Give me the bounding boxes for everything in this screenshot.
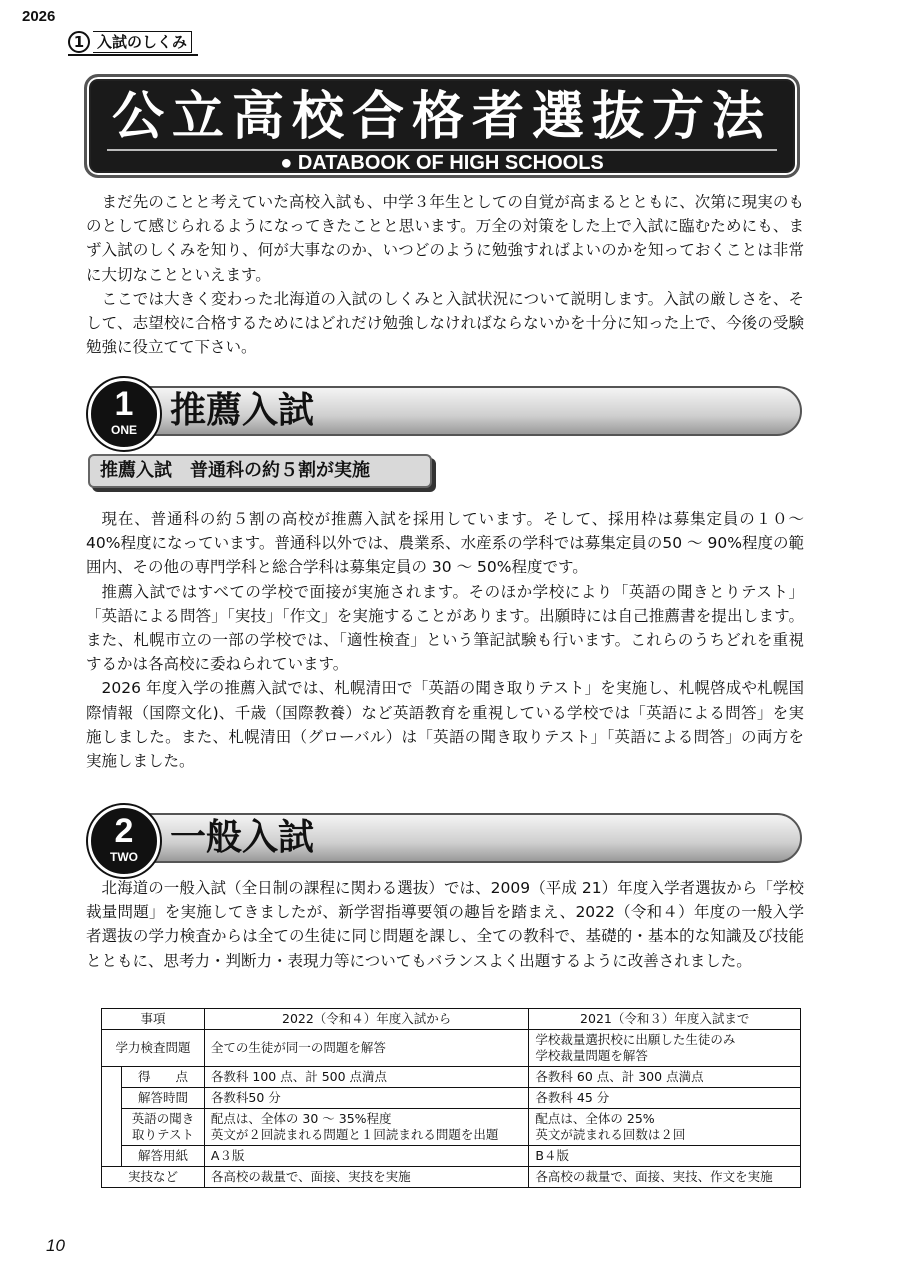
- table-cell: B４版: [529, 1146, 801, 1167]
- section-1-number: 1: [114, 385, 134, 423]
- table-cell: 各教科 60 点、計 300 点満点: [529, 1067, 801, 1088]
- table-cell-line: 配点は、全体の 30 ～ 35%程度: [210, 1111, 392, 1126]
- table-row-label: 得 点: [121, 1067, 204, 1088]
- section-tab-label: 入試のしくみ: [93, 31, 192, 53]
- section-1-paragraph-3: 2026 年度入学の推薦入試では、札幌清田で「英語の聞き取りテスト」を実施し、札幌啓成や札幌国際情報（国際文化)、千歳（国際教養）など英語教育を重視している学校では「英語による問答」を実施しました。また、札幌清田（グローバル）は「英語の聞き取りテスト」「英語による問答」の両方を実施しました。: [86, 679, 804, 771]
- page-title: 公立高校合格者選抜方法: [111, 87, 772, 147]
- section-1-text: [86, 507, 804, 773]
- banner-divider: [107, 149, 777, 151]
- table-cell-line: 英文が２回読まれる問題と１回読まれる問題を出題: [210, 1127, 499, 1142]
- table-cell: [529, 1030, 801, 1067]
- exam-comparison-table: [101, 1008, 801, 1188]
- table-row-label: [121, 1109, 204, 1146]
- table-row: [102, 1146, 801, 1167]
- table-row: [102, 1109, 801, 1146]
- table-cell: 各教科 45 分: [529, 1088, 801, 1109]
- section-1-badge: [88, 378, 160, 450]
- table-group-spacer: [102, 1067, 122, 1167]
- section-2-word: TWO: [110, 850, 138, 864]
- section-tab: [68, 30, 198, 56]
- table-row-label: 解答時間: [121, 1088, 204, 1109]
- section-1-subheading: 推薦入試 普通科の約５割が実施: [88, 454, 432, 488]
- section-2-badge: [88, 805, 160, 877]
- section-2-title: 一般入試: [170, 817, 315, 858]
- table-cell: 各教科 100 点、計 500 点満点: [204, 1067, 528, 1088]
- table-header-new: 2022（令和４）年度入試から: [204, 1009, 528, 1030]
- section-tab-number: 1: [68, 31, 90, 53]
- table-cell: 各高校の裁量で、面接、実技を実施: [204, 1167, 528, 1188]
- section-1-word: ONE: [110, 423, 137, 437]
- table-cell: [529, 1109, 801, 1146]
- table-cell-line: 配点は、全体の 25%: [535, 1111, 655, 1126]
- table-header-old: 2021（令和３）年度入試まで: [529, 1009, 801, 1030]
- table-header-item: 事項: [102, 1009, 205, 1030]
- table-row-label: 解答用紙: [121, 1146, 204, 1167]
- table-cell-line: 学校裁量問題を解答: [535, 1048, 648, 1063]
- table-cell: 各高校の裁量で、面接、実技、作文を実施: [529, 1167, 801, 1188]
- section-1-title: 推薦入試: [170, 390, 315, 431]
- table-cell: [204, 1109, 528, 1146]
- intro-paragraph-2: ここでは大きく変わった北海道の入試のしくみと入試状況について説明します。入試の厳しさを、そして、志望校に合格するためにはどれだけ勉強しなければならないかを十分に知った上で、今後の受験勉強に役立てて下さい。: [86, 289, 804, 357]
- year-label: 2026: [22, 8, 56, 25]
- table-row: [102, 1067, 801, 1088]
- table-cell-line: 取りテスト: [131, 1127, 194, 1142]
- section-2-header: [88, 809, 802, 869]
- section-1-header: [88, 382, 802, 442]
- section-2-number: 2: [114, 812, 134, 850]
- table-cell-line: 学校裁量選択校に出願した生徒のみ: [535, 1032, 736, 1047]
- page-subtitle: ● DATABOOK OF HIGH SCHOOLS: [280, 152, 604, 174]
- intro-paragraph-1: まだ先のことと考えていた高校入試も、中学３年生としての自覚が高まるとともに、次第に現実のものとして感じられるようになってきたことと思います。万全の対策をした上で入試に臨むためにも、まず入試のしくみを知り、何が大事なのか、いつどのように勉強すればよいのかを知っておくことは非常に大切なことといえます。: [86, 193, 804, 284]
- table-cell-line: 英語の聞き: [131, 1111, 195, 1126]
- table-cell-line: 英文が読まれる回数は２回: [535, 1127, 686, 1142]
- section-2-text: [86, 876, 804, 973]
- section-1-paragraph-1: 現在、普通科の約５割の高校が推薦入試を採用しています。そして、採用枠は募集定員の１０～ 40%程度になっています。普通科以外では、農業系、水産系の学科では募集定員の50 ～ 90%程度の範囲内、その他の専門学科と総合学科は募集定員の 30 ～ 50%程度です。: [86, 510, 804, 577]
- section-1-paragraph-2: 推薦入試ではすべての学校で面接が実施されます。そのほか学校により「英語の聞きとりテスト」「英語による問答」「実技」「作文」を実施することがあります。出願時には自己推薦書を提出します。また、札幌市立の一部の学校では、「適性検査」という筆記試験も行います。これらのうちどれを重視するかは各高校に委ねられています。: [86, 582, 804, 674]
- table-cell: 全ての生徒が同一の問題を解答: [204, 1030, 528, 1067]
- table-cell: A３版: [204, 1146, 528, 1167]
- section-2-paragraph-1: 北海道の一般入試（全日制の課程に関わる選抜）では、2009（平成 21）年度入学者選抜から「学校裁量問題」を実施してきましたが、新学習指導要領の趣旨を踏まえ、2022（令和４）年度の一般入学者選抜の学力検査からは全ての生徒に同じ問題を課し、全ての教科で、基礎的・基本的な知識及び技能とともに、思考力・判断力・表現力等についてもバランスよく出題するように改善されました。: [86, 879, 804, 970]
- page-number: 10: [46, 1236, 65, 1255]
- table-cell: 各教科50 分: [204, 1088, 528, 1109]
- table-row: [102, 1088, 801, 1109]
- title-banner: [84, 74, 800, 178]
- table-row-label: 実技など: [102, 1167, 205, 1188]
- table-row-label: 学力検査問題: [102, 1030, 205, 1067]
- table-row: [102, 1030, 801, 1067]
- table-row: [102, 1167, 801, 1188]
- intro-text: [86, 190, 804, 359]
- table-header-row: [102, 1009, 801, 1030]
